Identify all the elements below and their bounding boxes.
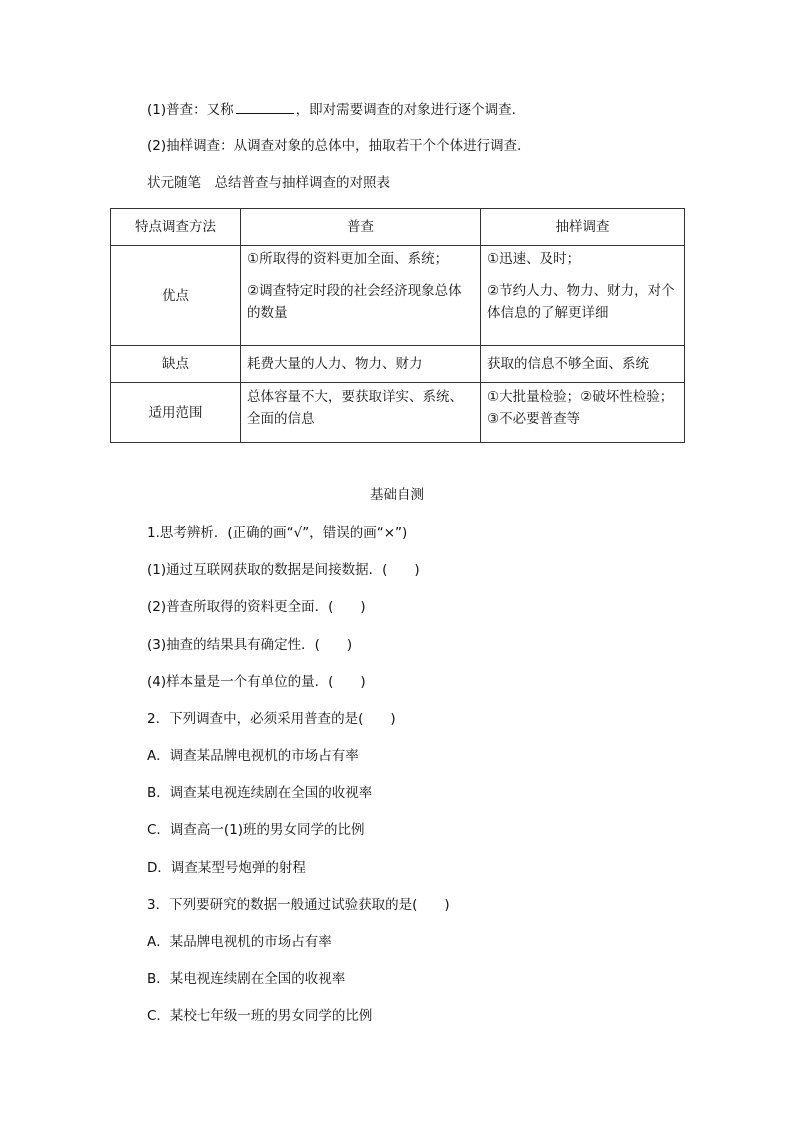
question-line: B．某电视连续剧在全国的收视率: [147, 971, 346, 987]
cell-line: 总体容量不大，要获取详实、系统、: [247, 389, 463, 405]
cell-line: 体信息的了解更详细: [487, 305, 609, 321]
header-cell-method: 特点调查方法: [111, 209, 241, 246]
question-line: A．调查某品牌电视机的市场占有率: [147, 748, 359, 764]
answer-blank: [236, 101, 294, 114]
question-line: C．某校七年级一班的男女同学的比例: [147, 1008, 373, 1024]
census-advantages-cell: [241, 246, 481, 346]
cell-line: ①大批量检验；②破坏性检验；: [487, 389, 674, 405]
header-cell-sampling: 抽样调查: [481, 209, 685, 246]
census-suffix: ，即对需要调查的对象进行逐个调查．: [295, 102, 526, 118]
table-row-advantages: [111, 246, 685, 346]
question-line: (3)抽查的结果具有确定性．( ): [147, 637, 353, 653]
cell-line: ①所取得的资料更加全面、系统；: [247, 251, 449, 267]
sampling-scope-cell: [481, 383, 685, 443]
row-label: 适用范围: [111, 383, 241, 443]
question-line: C．调查高一(1)班的男女同学的比例: [147, 822, 365, 838]
question-line: 2．下列调查中，必须采用普查的是( ): [147, 711, 396, 727]
table-row-disadvantages: [111, 346, 685, 383]
cell-line: ②节约人力、物力、财力，对个: [487, 283, 675, 299]
question-line: A．某品牌电视机的市场占有率: [147, 934, 332, 950]
question-line: (4)样本量是一个有单位的量．( ): [147, 674, 366, 690]
sampling-advantages-cell: [481, 246, 685, 346]
question-line: D．调查某型号炮弹的射程: [147, 860, 306, 876]
question-line: 1.思考辨析．(正确的画“√”，错误的画“×”): [147, 525, 408, 541]
cell-line: ②调查特定时段的社会经济现象总体: [247, 283, 462, 299]
sampling-disadvantages-cell: 获取的信息不够全面、系统: [481, 346, 685, 383]
table-header-row: [111, 209, 685, 246]
table-row-scope: [111, 383, 685, 443]
sampling-definition: (2)抽样调查：从调查对象的总体中，抽取若干个个体进行调查．: [147, 138, 531, 154]
census-definition: [147, 101, 525, 119]
section-title: 基础自测: [370, 487, 424, 503]
note-title: 状元随笔 总结普查与抽样调查的对照表: [147, 175, 390, 191]
row-label: 缺点: [111, 346, 241, 383]
row-label: 优点: [111, 246, 241, 346]
census-disadvantages-cell: 耗费大量的人力、物力、财力: [241, 346, 481, 383]
census-scope-cell: [241, 383, 481, 443]
cell-line: 的数量: [247, 305, 288, 321]
question-line: B．调查某电视连续剧在全国的收视率: [147, 785, 373, 801]
question-line: (2)普查所取得的资料更全面．( ): [147, 599, 366, 615]
cell-line: 全面的信息: [247, 411, 315, 427]
header-cell-census: 普查: [241, 209, 481, 246]
census-prefix: (1)普查：又称: [147, 102, 234, 118]
cell-line: ①迅速、及时；: [487, 251, 581, 267]
question-line: 3．下列要研究的数据一般通过试验获取的是( ): [147, 897, 450, 913]
comparison-table: [110, 208, 685, 443]
cell-line: ③不必要普查等: [487, 411, 581, 427]
question-line: (1)通过互联网获取的数据是间接数据．( ): [147, 562, 420, 578]
